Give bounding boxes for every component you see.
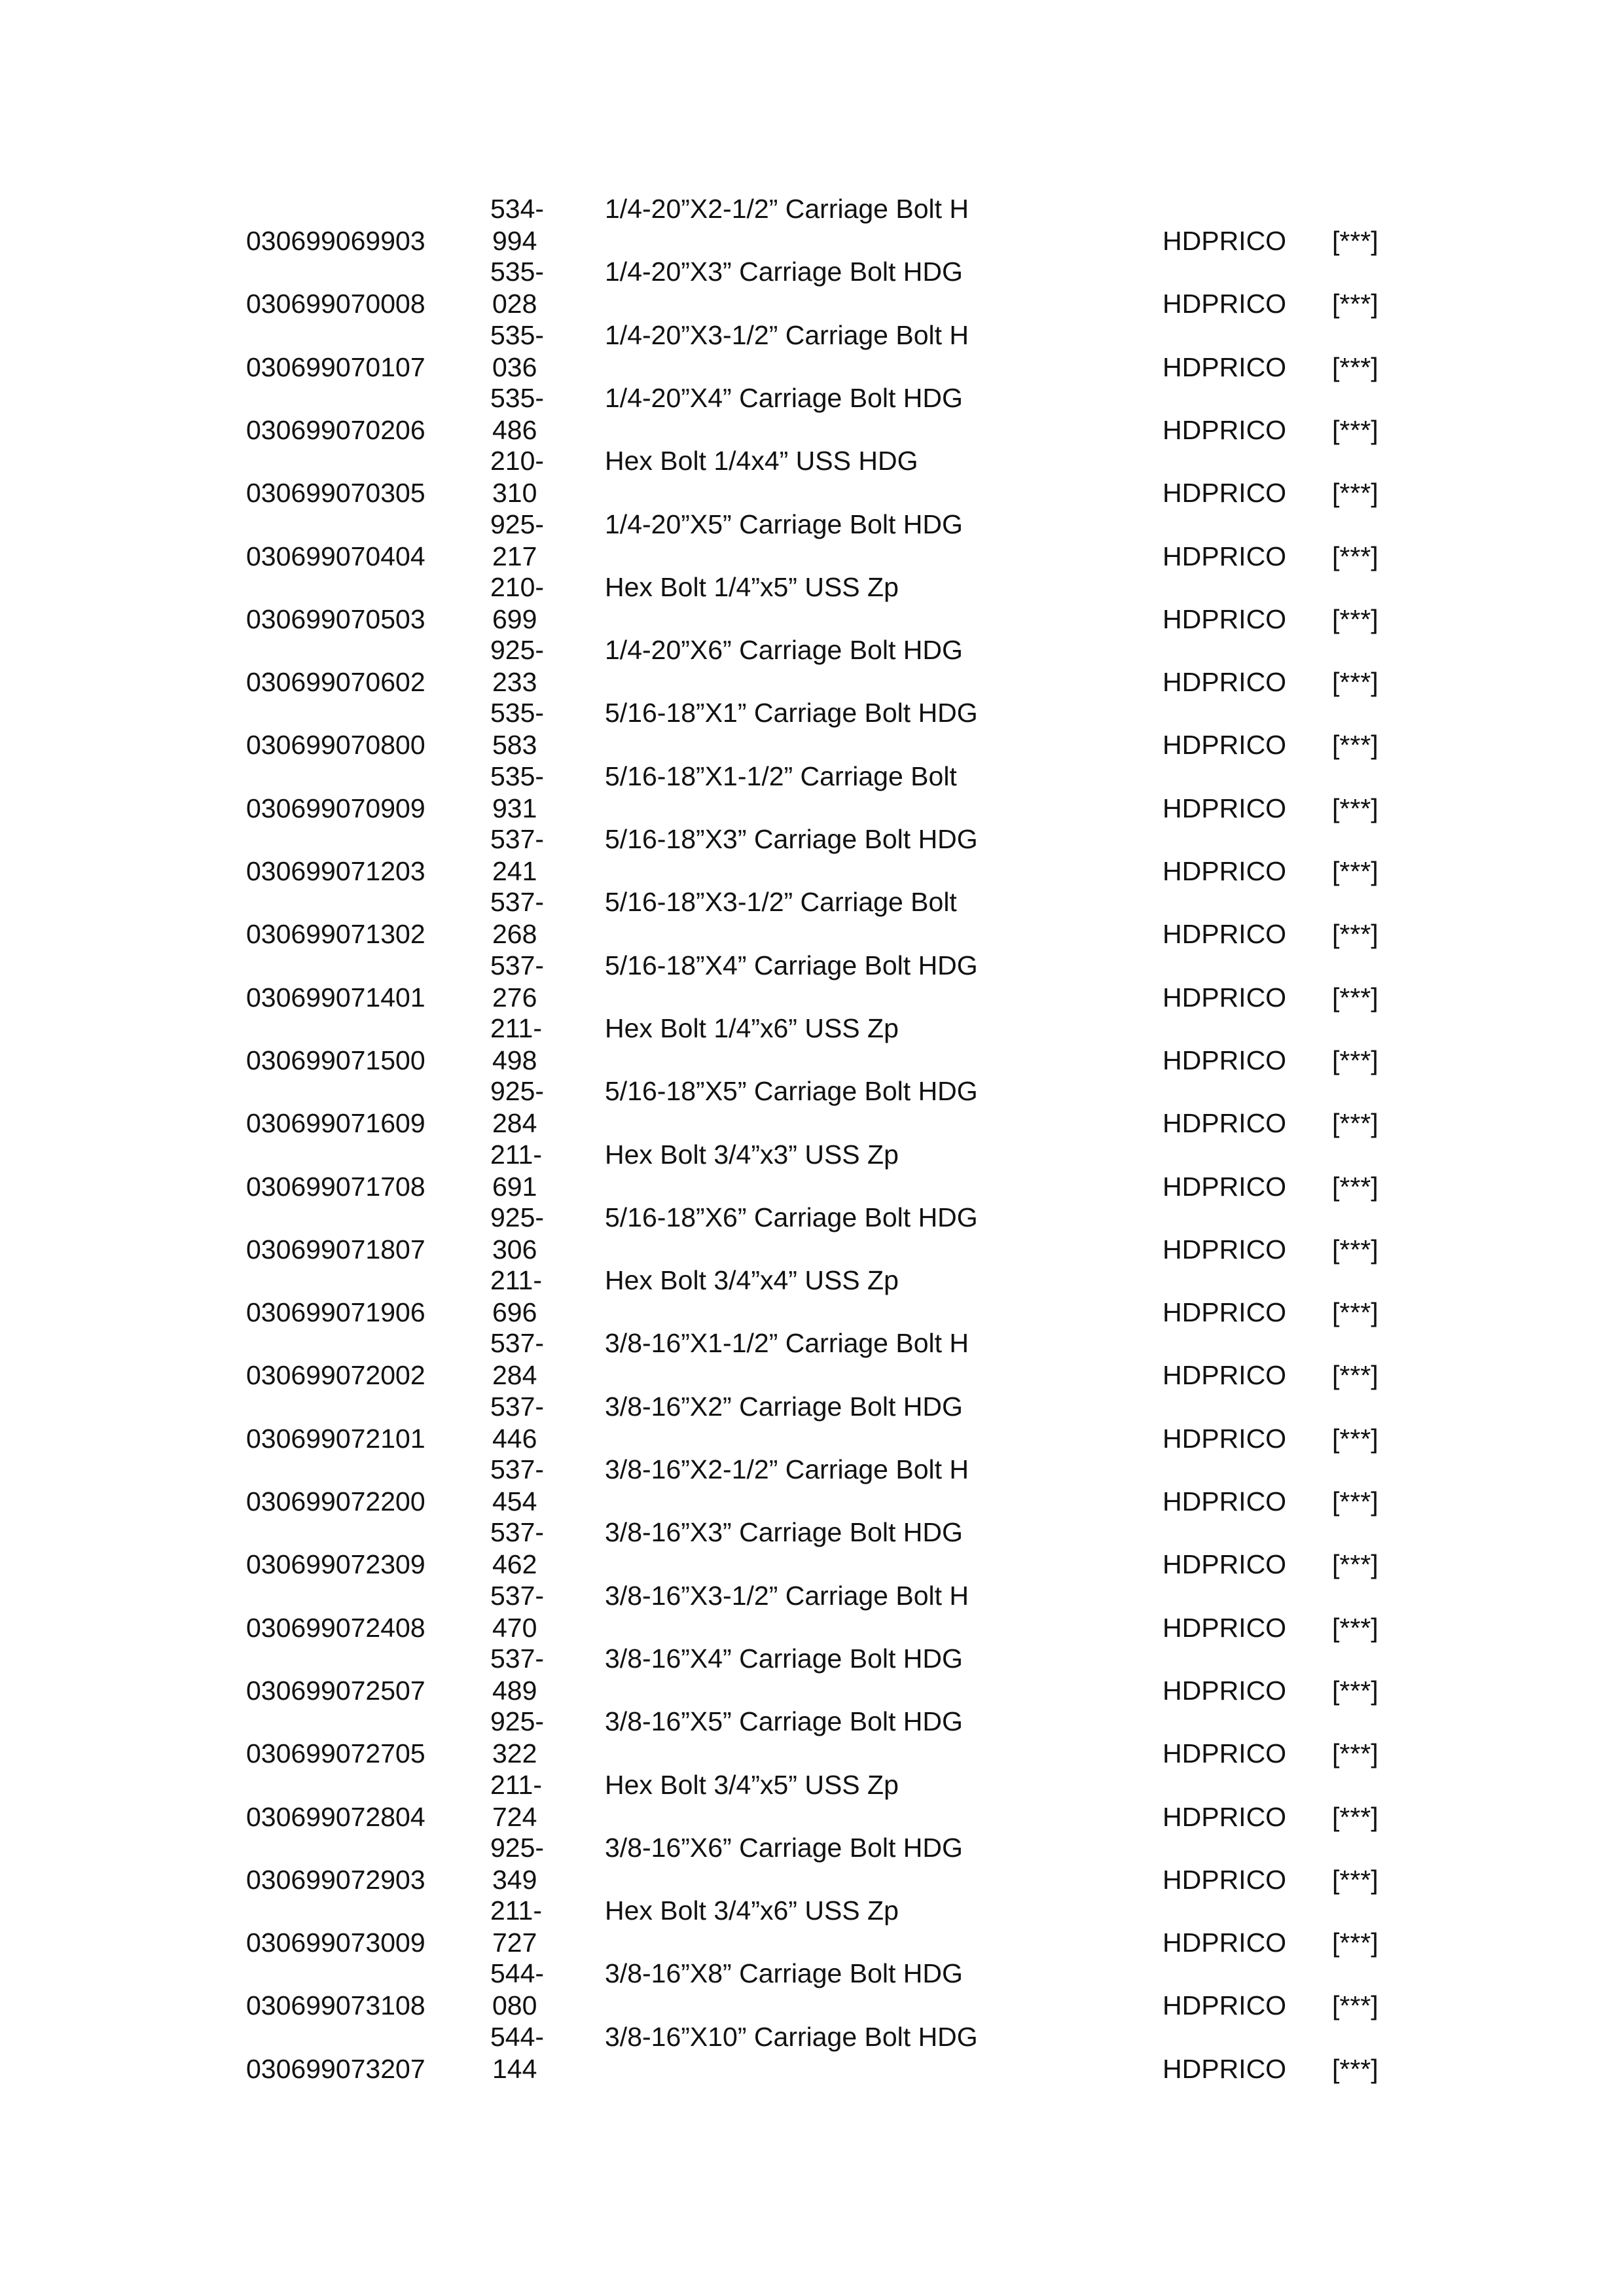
- sku-suffix-cell: 284: [492, 1360, 537, 1391]
- vendor-cell: HDPRICO: [1163, 856, 1287, 886]
- upc-cell: 030699070107: [246, 351, 425, 382]
- table-row: [0, 1580, 1624, 1643]
- vendor-cell: HDPRICO: [1163, 1108, 1287, 1139]
- table-row: [0, 193, 1624, 257]
- price-cell: [***]: [1332, 1234, 1379, 1265]
- sku-suffix-cell: 470: [492, 1612, 537, 1643]
- price-cell: [***]: [1332, 919, 1379, 950]
- sku-suffix-cell: 446: [492, 1423, 537, 1454]
- description-cell: 1/4-20”X4” Carriage Bolt HDG: [605, 382, 963, 413]
- sku-prefix-cell: 211-: [490, 1013, 543, 1043]
- sku-suffix-cell: 724: [492, 1801, 537, 1832]
- vendor-cell: HDPRICO: [1163, 1486, 1287, 1516]
- table-row: [0, 1769, 1624, 1833]
- sku-prefix-cell: 537-: [490, 887, 545, 918]
- vendor-cell: HDPRICO: [1163, 1045, 1287, 1075]
- vendor-cell: HDPRICO: [1163, 1675, 1287, 1706]
- upc-cell: 030699072408: [246, 1612, 425, 1643]
- sku-suffix-cell: 310: [492, 478, 537, 509]
- sku-prefix-cell: 535-: [490, 382, 545, 413]
- table-row: [0, 445, 1624, 509]
- price-cell: [***]: [1332, 856, 1379, 886]
- sku-suffix-cell: 322: [492, 1738, 537, 1769]
- price-cell: [***]: [1332, 1612, 1379, 1643]
- vendor-cell: HDPRICO: [1163, 226, 1287, 256]
- description-cell: 5/16-18”X5” Carriage Bolt HDG: [605, 1076, 978, 1107]
- upc-cell: 030699070404: [246, 541, 425, 571]
- vendor-cell: HDPRICO: [1163, 1297, 1287, 1328]
- price-cell: [***]: [1332, 667, 1379, 698]
- vendor-cell: HDPRICO: [1163, 1549, 1287, 1580]
- description-cell: 3/8-16”X6” Carriage Bolt HDG: [605, 1832, 963, 1863]
- sku-prefix-cell: 537-: [490, 1517, 545, 1548]
- sku-prefix-cell: 535-: [490, 257, 545, 287]
- upc-cell: 030699071401: [246, 982, 425, 1013]
- price-cell: [***]: [1332, 982, 1379, 1013]
- vendor-cell: HDPRICO: [1163, 982, 1287, 1013]
- upc-cell: 030699071302: [246, 919, 425, 950]
- description-cell: Hex Bolt 3/4”x5” USS Zp: [605, 1769, 899, 1800]
- upc-cell: 030699071609: [246, 1108, 425, 1139]
- sku-suffix-cell: 080: [492, 1990, 537, 2021]
- upc-cell: 030699073108: [246, 1990, 425, 2021]
- vendor-cell: HDPRICO: [1163, 603, 1287, 634]
- sku-suffix-cell: 028: [492, 289, 537, 319]
- price-cell: [***]: [1332, 793, 1379, 823]
- description-cell: 1/4-20”X6” Carriage Bolt HDG: [605, 635, 963, 666]
- sku-prefix-cell: 210-: [490, 571, 545, 602]
- sku-suffix-cell: 691: [492, 1171, 537, 1202]
- price-cell: [***]: [1332, 1423, 1379, 1454]
- description-cell: Hex Bolt 3/4”x6” USS Zp: [605, 1895, 899, 1926]
- sku-suffix-cell: 931: [492, 793, 537, 823]
- description-cell: 3/8-16”X2-1/2” Carriage Bolt H: [605, 1454, 969, 1484]
- table-row: [0, 823, 1624, 887]
- upc-cell: 030699070909: [246, 793, 425, 823]
- sku-prefix-cell: 535-: [490, 319, 545, 350]
- sku-prefix-cell: 210-: [490, 446, 545, 476]
- description-cell: 5/16-18”X1-1/2” Carriage Bolt: [605, 761, 957, 791]
- sku-suffix-cell: 727: [492, 1928, 537, 1958]
- description-cell: 5/16-18”X3” Carriage Bolt HDG: [605, 824, 978, 854]
- description-cell: 3/8-16”X3-1/2” Carriage Bolt H: [605, 1580, 969, 1611]
- description-cell: 3/8-16”X4” Carriage Bolt HDG: [605, 1643, 963, 1674]
- price-cell: [***]: [1332, 1360, 1379, 1391]
- description-cell: Hex Bolt 3/4”x3” USS Zp: [605, 1139, 899, 1170]
- upc-cell: 030699072705: [246, 1738, 425, 1769]
- description-cell: 3/8-16”X10” Carriage Bolt HDG: [605, 2021, 978, 2052]
- table-row: [0, 1327, 1624, 1391]
- price-cell: [***]: [1332, 1108, 1379, 1139]
- upc-cell: 030699072507: [246, 1675, 425, 1706]
- upc-cell: 030699069903: [246, 226, 425, 256]
- sku-prefix-cell: 537-: [490, 1454, 545, 1484]
- sku-prefix-cell: 925-: [490, 1202, 545, 1232]
- table-row: [0, 256, 1624, 319]
- sku-suffix-cell: 276: [492, 982, 537, 1013]
- sku-suffix-cell: 217: [492, 541, 537, 571]
- vendor-cell: HDPRICO: [1163, 1864, 1287, 1895]
- vendor-cell: HDPRICO: [1163, 1234, 1287, 1265]
- table-row: [0, 382, 1624, 446]
- upc-cell: 030699071906: [246, 1297, 425, 1328]
- sku-suffix-cell: 498: [492, 1045, 537, 1075]
- description-cell: Hex Bolt 1/4x4” USS HDG: [605, 446, 918, 476]
- vendor-cell: HDPRICO: [1163, 1423, 1287, 1454]
- vendor-cell: HDPRICO: [1163, 1738, 1287, 1769]
- description-cell: 1/4-20”X5” Carriage Bolt HDG: [605, 509, 963, 539]
- vendor-cell: HDPRICO: [1163, 730, 1287, 761]
- upc-cell: 030699072309: [246, 1549, 425, 1580]
- price-cell: [***]: [1332, 1297, 1379, 1328]
- sku-suffix-cell: 462: [492, 1549, 537, 1580]
- upc-cell: 030699073009: [246, 1928, 425, 1958]
- sku-prefix-cell: 537-: [490, 1391, 545, 1422]
- sku-prefix-cell: 537-: [490, 824, 545, 854]
- sku-prefix-cell: 537-: [490, 1580, 545, 1611]
- sku-suffix-cell: 349: [492, 1864, 537, 1895]
- upc-cell: 030699072804: [246, 1801, 425, 1832]
- sku-suffix-cell: 696: [492, 1297, 537, 1328]
- table-row: [0, 1075, 1624, 1139]
- price-cell: [***]: [1332, 730, 1379, 761]
- price-cell: [***]: [1332, 1864, 1379, 1895]
- sku-prefix-cell: 535-: [490, 761, 545, 791]
- vendor-cell: HDPRICO: [1163, 1171, 1287, 1202]
- table-row: [0, 509, 1624, 572]
- price-cell: [***]: [1332, 289, 1379, 319]
- description-cell: 1/4-20”X3” Carriage Bolt HDG: [605, 257, 963, 287]
- sku-suffix-cell: 699: [492, 603, 537, 634]
- upc-cell: 030699072101: [246, 1423, 425, 1454]
- upc-cell: 030699072002: [246, 1360, 425, 1391]
- price-cell: [***]: [1332, 414, 1379, 445]
- description-cell: 3/8-16”X5” Carriage Bolt HDG: [605, 1706, 963, 1737]
- vendor-cell: HDPRICO: [1163, 1360, 1287, 1391]
- price-cell: [***]: [1332, 1486, 1379, 1516]
- description-cell: 5/16-18”X1” Carriage Bolt HDG: [605, 698, 978, 728]
- sku-suffix-cell: 241: [492, 856, 537, 886]
- sku-suffix-cell: 994: [492, 226, 537, 256]
- sku-prefix-cell: 537-: [490, 950, 545, 980]
- sku-prefix-cell: 544-: [490, 2021, 545, 2052]
- table-row: [0, 1958, 1624, 2021]
- sku-prefix-cell: 534-: [490, 194, 545, 224]
- upc-cell: 030699072200: [246, 1486, 425, 1516]
- table-row: [0, 1516, 1624, 1580]
- upc-cell: 030699073207: [246, 2053, 425, 2084]
- upc-cell: 030699072903: [246, 1864, 425, 1895]
- table-row: [0, 697, 1624, 761]
- vendor-cell: HDPRICO: [1163, 2053, 1287, 2084]
- table-row: [0, 634, 1624, 698]
- description-cell: 1/4-20”X2-1/2” Carriage Bolt H: [605, 194, 969, 224]
- table-row: [0, 1895, 1624, 1958]
- price-cell: [***]: [1332, 1675, 1379, 1706]
- vendor-cell: HDPRICO: [1163, 541, 1287, 571]
- sku-suffix-cell: 268: [492, 919, 537, 950]
- price-cell: [***]: [1332, 1990, 1379, 2021]
- table-row: [0, 1643, 1624, 1706]
- table-row: [0, 1706, 1624, 1769]
- sku-prefix-cell: 211-: [490, 1139, 543, 1170]
- sku-prefix-cell: 537-: [490, 1643, 545, 1674]
- description-cell: 5/16-18”X3-1/2” Carriage Bolt: [605, 887, 957, 918]
- upc-cell: 030699070602: [246, 667, 425, 698]
- table-row: [0, 2021, 1624, 2085]
- table-row: [0, 950, 1624, 1013]
- upc-cell: 030699071500: [246, 1045, 425, 1075]
- price-cell: [***]: [1332, 1171, 1379, 1202]
- vendor-cell: HDPRICO: [1163, 667, 1287, 698]
- price-cell: [***]: [1332, 1801, 1379, 1832]
- vendor-cell: HDPRICO: [1163, 919, 1287, 950]
- upc-cell: 030699071203: [246, 856, 425, 886]
- table-row: [0, 571, 1624, 635]
- vendor-cell: HDPRICO: [1163, 351, 1287, 382]
- sku-prefix-cell: 537-: [490, 1328, 545, 1359]
- price-cell: [***]: [1332, 603, 1379, 634]
- price-cell: [***]: [1332, 226, 1379, 256]
- sku-prefix-cell: 211-: [490, 1265, 543, 1296]
- price-cell: [***]: [1332, 2053, 1379, 2084]
- sku-suffix-cell: 489: [492, 1675, 537, 1706]
- vendor-cell: HDPRICO: [1163, 478, 1287, 509]
- upc-cell: 030699071807: [246, 1234, 425, 1265]
- table-row: [0, 761, 1624, 824]
- sku-suffix-cell: 486: [492, 414, 537, 445]
- table-row: [0, 1265, 1624, 1328]
- table-row: [0, 1454, 1624, 1517]
- upc-cell: 030699070305: [246, 478, 425, 509]
- description-cell: 1/4-20”X3-1/2” Carriage Bolt H: [605, 319, 969, 350]
- vendor-cell: HDPRICO: [1163, 1612, 1287, 1643]
- sku-suffix-cell: 144: [492, 2053, 537, 2084]
- vendor-cell: HDPRICO: [1163, 1990, 1287, 2021]
- upc-cell: 030699070206: [246, 414, 425, 445]
- description-cell: 3/8-16”X2” Carriage Bolt HDG: [605, 1391, 963, 1422]
- sku-suffix-cell: 306: [492, 1234, 537, 1265]
- price-cell: [***]: [1332, 478, 1379, 509]
- price-cell: [***]: [1332, 1928, 1379, 1958]
- sku-prefix-cell: 925-: [490, 1832, 545, 1863]
- upc-cell: 030699071708: [246, 1171, 425, 1202]
- description-cell: Hex Bolt 3/4”x4” USS Zp: [605, 1265, 899, 1296]
- upc-cell: 030699070008: [246, 289, 425, 319]
- table-row: [0, 1139, 1624, 1202]
- sku-prefix-cell: 211-: [490, 1769, 543, 1800]
- price-cell: [***]: [1332, 1549, 1379, 1580]
- sku-suffix-cell: 036: [492, 351, 537, 382]
- sku-suffix-cell: 284: [492, 1108, 537, 1139]
- table-row: [0, 886, 1624, 950]
- description-cell: 3/8-16”X3” Carriage Bolt HDG: [605, 1517, 963, 1548]
- price-cell: [***]: [1332, 541, 1379, 571]
- upc-cell: 030699070800: [246, 730, 425, 761]
- sku-prefix-cell: 925-: [490, 635, 545, 666]
- description-cell: 3/8-16”X1-1/2” Carriage Bolt H: [605, 1328, 969, 1359]
- price-cell: [***]: [1332, 1045, 1379, 1075]
- description-cell: 5/16-18”X6” Carriage Bolt HDG: [605, 1202, 978, 1232]
- description-cell: 5/16-18”X4” Carriage Bolt HDG: [605, 950, 978, 980]
- table-row: [0, 1202, 1624, 1265]
- sku-prefix-cell: 211-: [490, 1895, 543, 1926]
- table-row: [0, 1832, 1624, 1895]
- vendor-cell: HDPRICO: [1163, 414, 1287, 445]
- description-cell: Hex Bolt 1/4”x6” USS Zp: [605, 1013, 899, 1043]
- description-cell: 3/8-16”X8” Carriage Bolt HDG: [605, 1958, 963, 1989]
- table-row: [0, 1013, 1624, 1076]
- sku-prefix-cell: 544-: [490, 1958, 545, 1989]
- vendor-cell: HDPRICO: [1163, 289, 1287, 319]
- price-cell: [***]: [1332, 1738, 1379, 1769]
- vendor-cell: HDPRICO: [1163, 1801, 1287, 1832]
- upc-cell: 030699070503: [246, 603, 425, 634]
- sku-prefix-cell: 535-: [490, 698, 545, 728]
- sku-suffix-cell: 583: [492, 730, 537, 761]
- table-row: [0, 1391, 1624, 1454]
- price-cell: [***]: [1332, 351, 1379, 382]
- sku-suffix-cell: 454: [492, 1486, 537, 1516]
- vendor-cell: HDPRICO: [1163, 793, 1287, 823]
- sku-suffix-cell: 233: [492, 667, 537, 698]
- sku-prefix-cell: 925-: [490, 1706, 545, 1737]
- description-cell: Hex Bolt 1/4”x5” USS Zp: [605, 571, 899, 602]
- sku-prefix-cell: 925-: [490, 1076, 545, 1107]
- table-row: [0, 319, 1624, 383]
- vendor-cell: HDPRICO: [1163, 1928, 1287, 1958]
- sku-prefix-cell: 925-: [490, 509, 545, 539]
